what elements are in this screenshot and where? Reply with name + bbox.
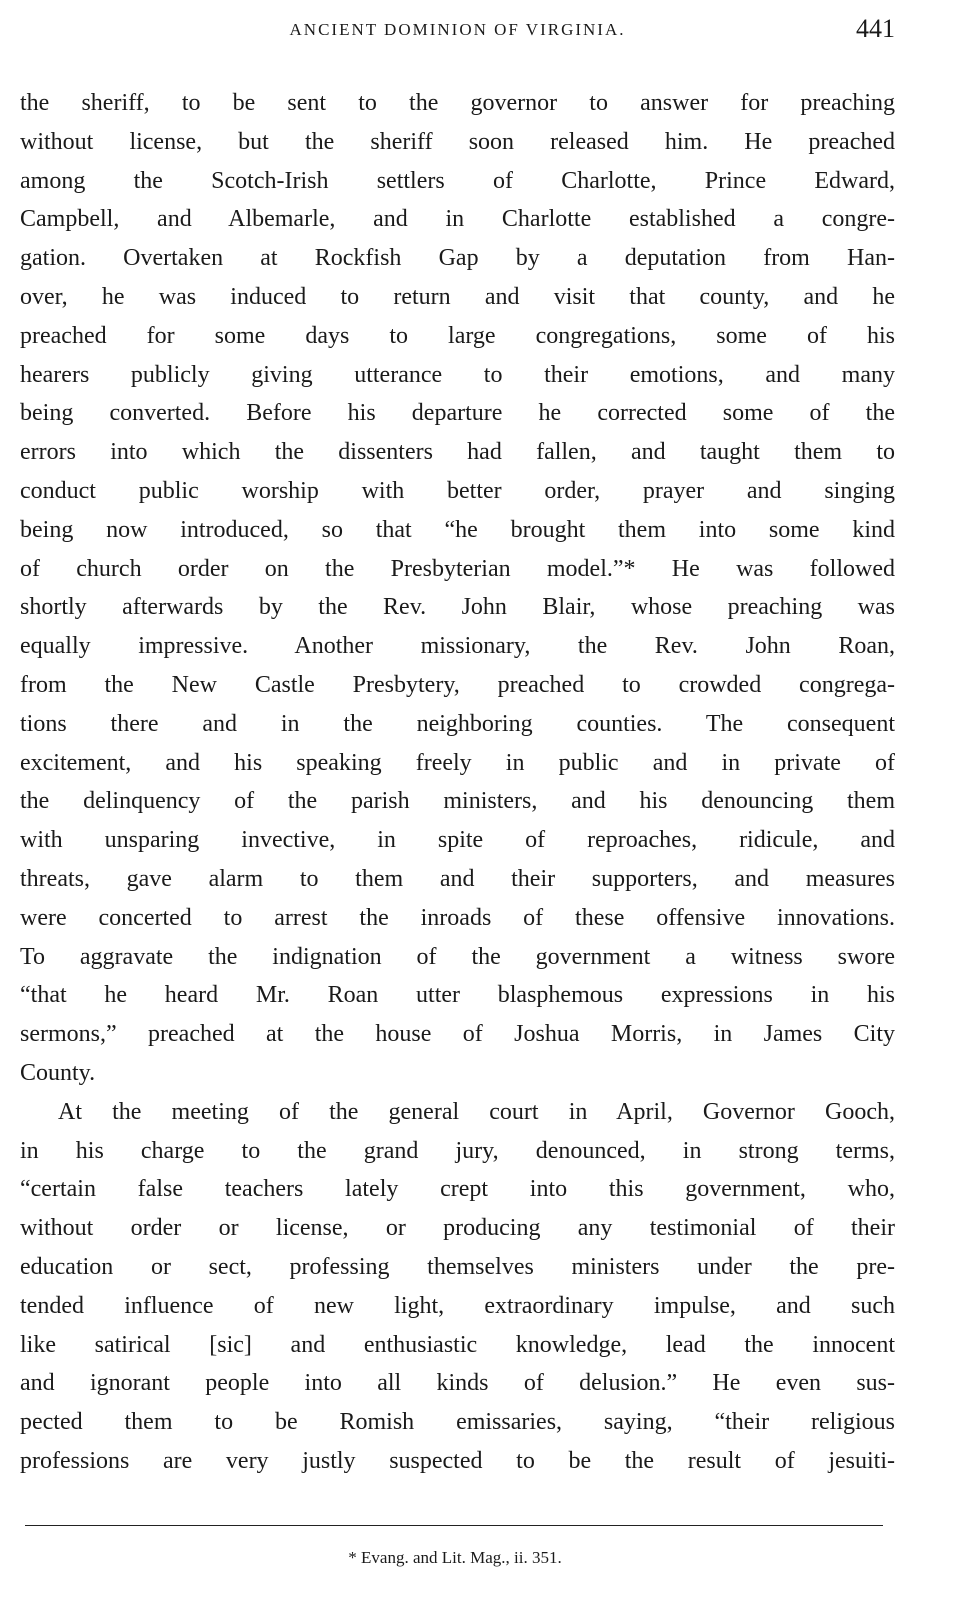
- text-line: pected them to be Romish emissaries, saying, “their religious: [20, 1409, 895, 1436]
- text-line: equally impressive. Another missionary, the Rev. John Roan,: [20, 633, 895, 660]
- page-header: [20, 14, 895, 48]
- text-line: were concerted to arrest the inroads of these offensive innovations.: [20, 904, 895, 931]
- text-line: tended influence of new light, extraordinary impulse, and such: [20, 1292, 895, 1319]
- text-line: To aggravate the indignation of the government a witness swore: [20, 943, 895, 970]
- text-line: among the Scotch-Irish settlers of Charlotte, Prince Edward,: [20, 167, 895, 194]
- text-line: from the New Castle Presbytery, preached to crowded congrega-: [20, 671, 895, 698]
- text-line: “certain false teachers lately crept into this government, who,: [20, 1176, 895, 1203]
- text-line: shortly afterwards by the Rev. John Blair, whose preaching was: [20, 594, 895, 621]
- text-line: the sheriff, to be sent to the governor to answer for preaching: [20, 90, 895, 116]
- text-line: preached for some days to large congregations, some of his: [20, 322, 895, 349]
- text-line: with unsparing invective, in spite of reproaches, ridicule, and: [20, 827, 895, 854]
- text-line: without license, but the sheriff soon released him. He preached: [20, 128, 895, 155]
- paragraph-end-line: County.: [20, 1059, 96, 1086]
- footnote: * Evang. and Lit. Mag., ii. 351.: [348, 1548, 562, 1567]
- text-line: conduct public worship with better order, prayer and singing: [20, 477, 895, 504]
- text-line: “that he heard Mr. Roan utter blasphemous expressions in his: [20, 982, 895, 1009]
- body-text: [20, 84, 895, 1481]
- paragraph-start-line: At the meeting of the general court in April, Governor Gooch,: [58, 1098, 895, 1125]
- text-line: Campbell, and Albemarle, and in Charlotte established a congre-: [20, 206, 895, 233]
- text-line: of church order on the Presbyterian model.”* He was followed: [20, 555, 895, 582]
- text-line: sermons,” preached at the house of Joshua Morris, in James City: [20, 1021, 895, 1048]
- text-line: tions there and in the neighboring counties. The consequent: [20, 710, 895, 737]
- page-number: 441: [856, 14, 895, 43]
- text-line: education or sect, professing themselves ministers under the pre-: [20, 1253, 895, 1280]
- text-line: gation. Overtaken at Rockfish Gap by a deputation from Han-: [20, 245, 895, 272]
- text-line: hearers publicly giving utterance to their emotions, and many: [20, 361, 895, 388]
- text-line: the delinquency of the parish ministers, and his denouncing them: [20, 788, 895, 815]
- footnote-divider: [25, 1525, 883, 1526]
- text-line: threats, gave alarm to them and their supporters, and measures: [20, 865, 895, 892]
- text-line: errors into which the dissenters had fallen, and taught them to: [20, 439, 895, 466]
- text-line: in his charge to the grand jury, denounced, in strong terms,: [20, 1137, 895, 1164]
- running-title: ANCIENT DOMINION OF VIRGINIA.: [289, 20, 626, 39]
- text-line: like satirical [sic] and enthusiastic knowledge, lead the innocent: [20, 1331, 895, 1358]
- text-line: excitement, and his speaking freely in public and in private of: [20, 749, 895, 776]
- text-line: being now introduced, so that “he brought them into some kind: [20, 516, 895, 543]
- text-line: professions are very justly suspected to be the result of jesuiti-: [20, 1447, 895, 1474]
- text-line: over, he was induced to return and visit that county, and he: [20, 283, 895, 310]
- text-line: and ignorant people into all kinds of delusion.” He even sus-: [20, 1370, 895, 1397]
- text-line: being converted. Before his departure he corrected some of the: [20, 400, 895, 427]
- text-line: without order or license, or producing any testimonial of their: [20, 1215, 895, 1242]
